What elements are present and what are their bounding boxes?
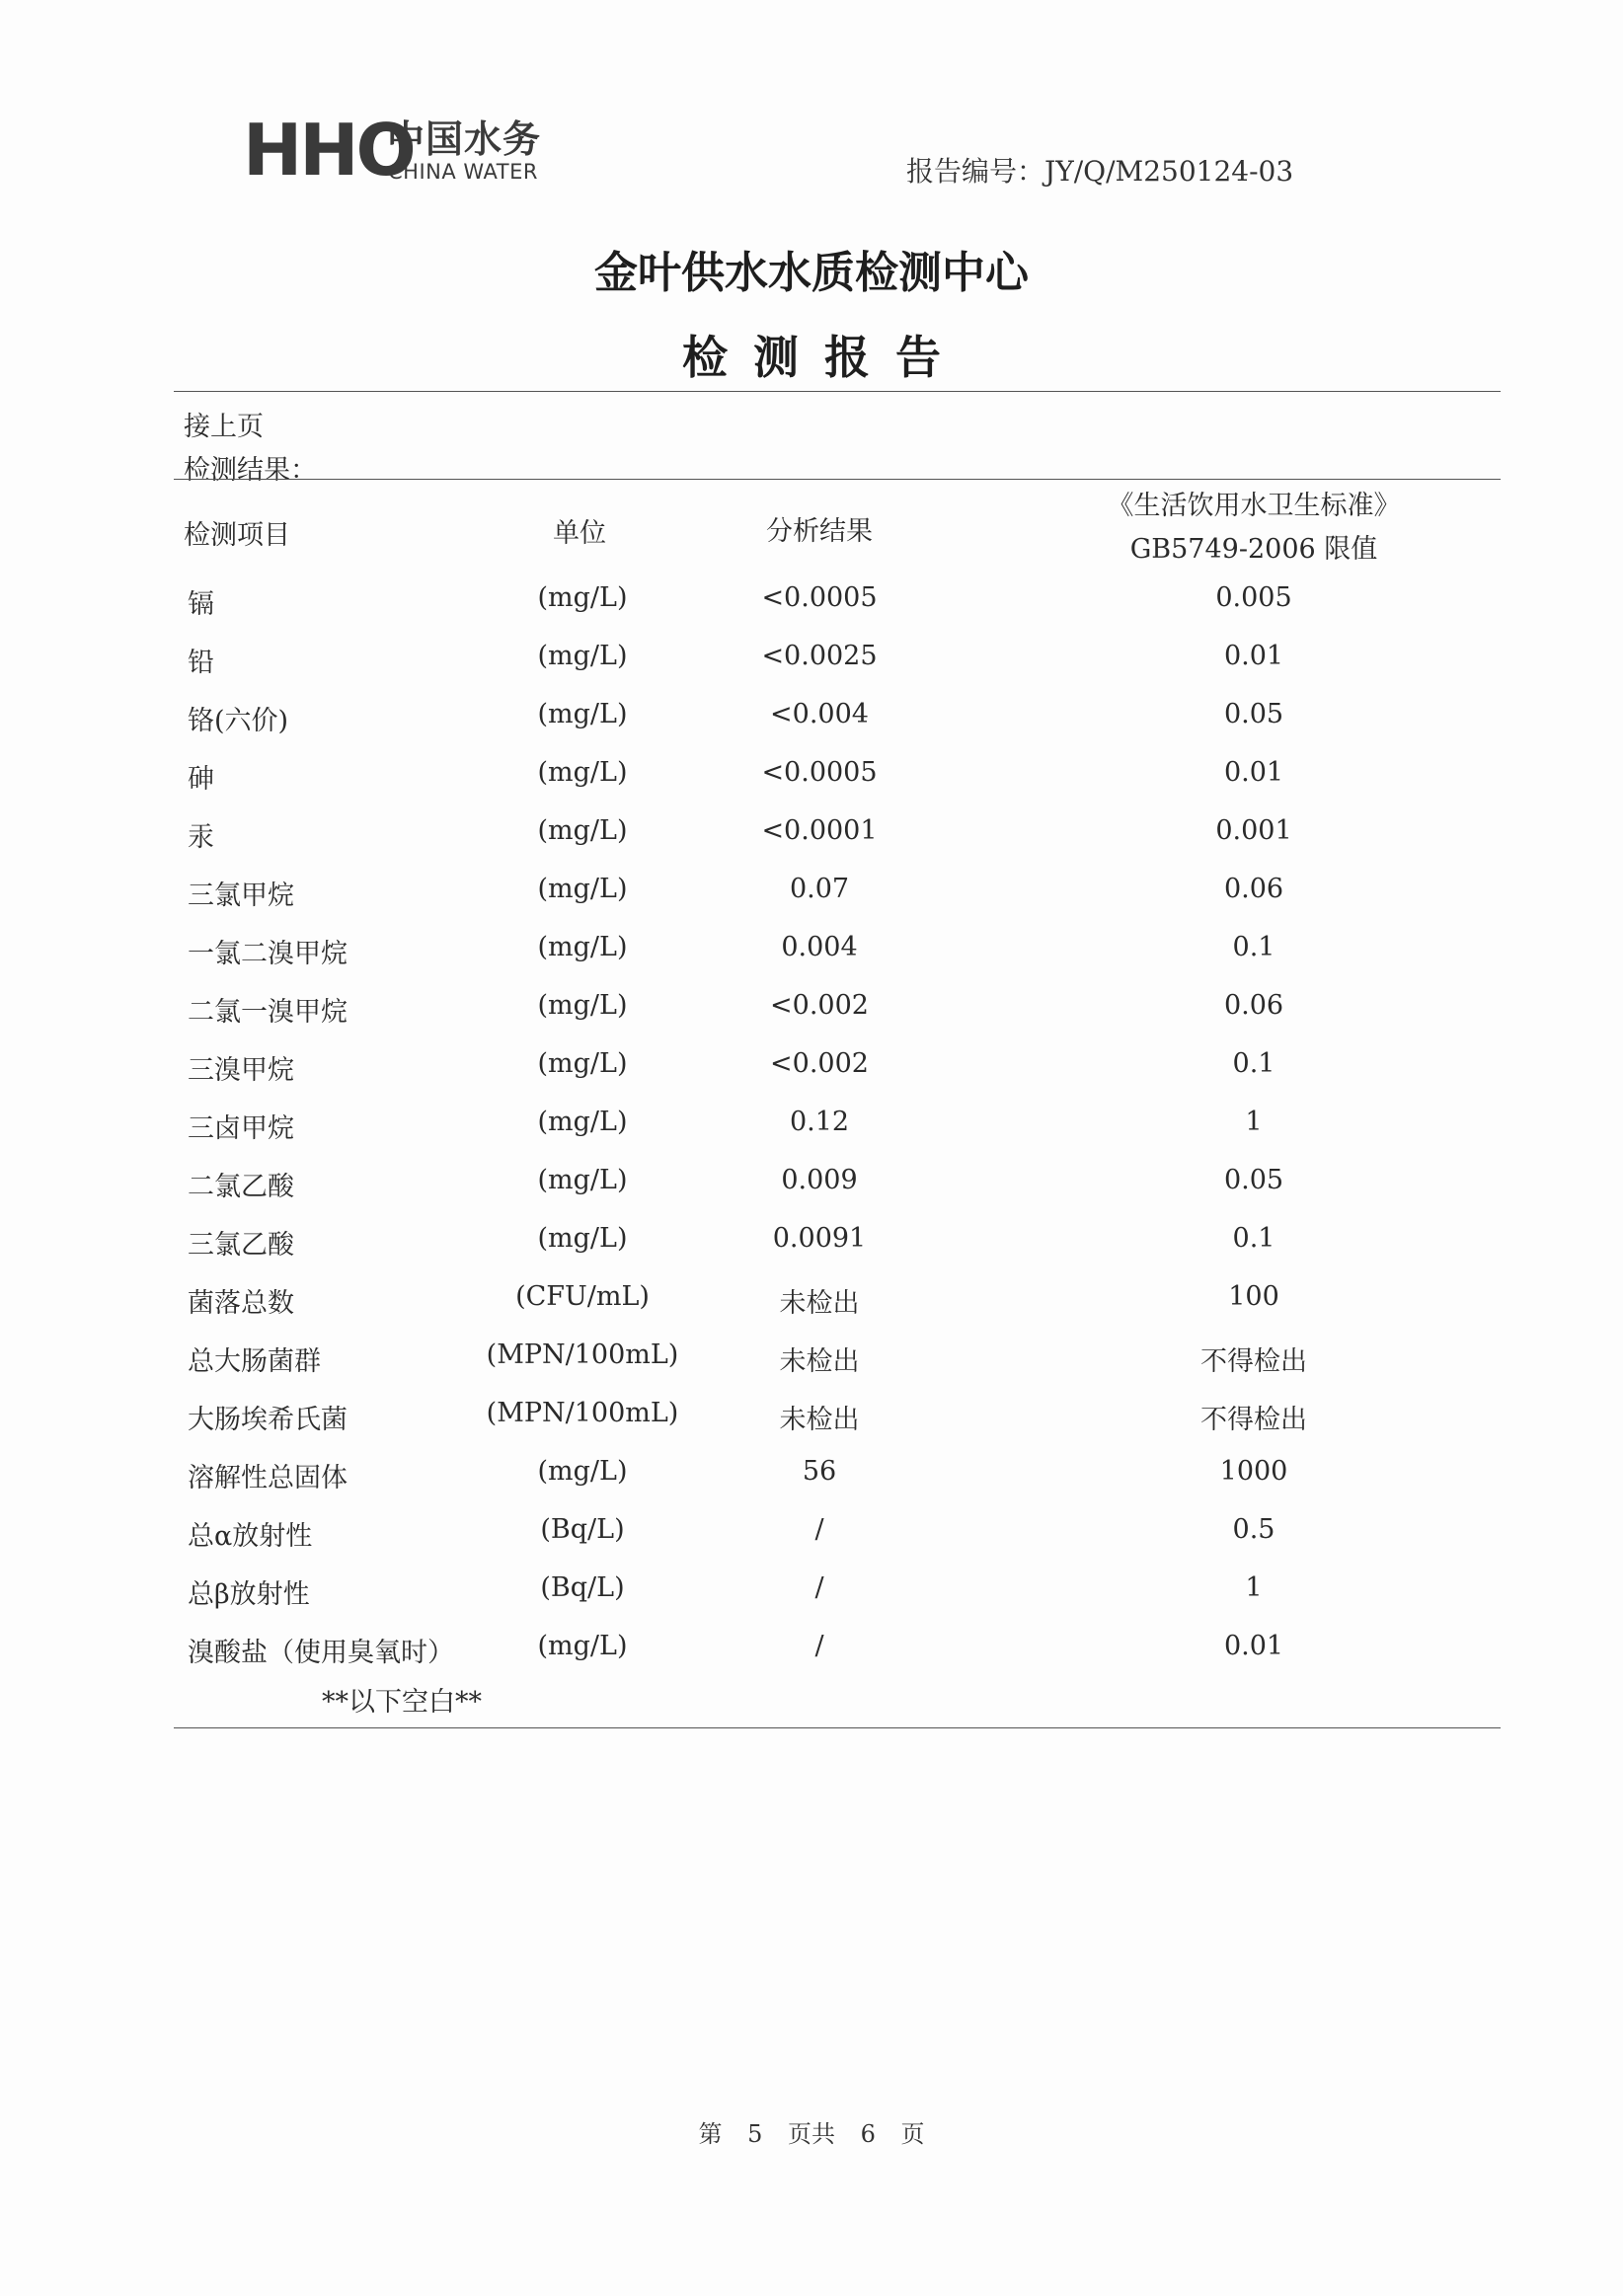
cell-unit: (mg/L) bbox=[537, 1223, 628, 1254]
cell-item: 二氯乙酸 bbox=[188, 1172, 294, 1202]
cell-limit: 0.005 bbox=[1215, 582, 1292, 613]
cell-unit: (mg/L) bbox=[537, 582, 628, 613]
cell-result: 未检出 bbox=[779, 1405, 860, 1435]
cell-limit: 1000 bbox=[1219, 1456, 1288, 1487]
cell-item: 三氯乙酸 bbox=[188, 1230, 294, 1261]
table-row bbox=[0, 1281, 1623, 1331]
cell-item: 汞 bbox=[188, 822, 214, 853]
report-number: 报告编号：JY/Q/M250124-03 bbox=[906, 155, 1294, 188]
cell-unit: (mg/L) bbox=[537, 1165, 628, 1195]
cell-result: 0.07 bbox=[789, 874, 850, 904]
table-row bbox=[0, 1514, 1623, 1564]
cell-item: 总α放射性 bbox=[188, 1521, 313, 1552]
cell-result: <0.0025 bbox=[761, 641, 878, 671]
table-row bbox=[0, 1398, 1623, 1447]
cell-item: 总大肠菌群 bbox=[188, 1346, 321, 1377]
cell-result: <0.004 bbox=[770, 699, 869, 729]
cell-item: 铬(六价) bbox=[188, 706, 289, 736]
cell-limit: 0.01 bbox=[1223, 757, 1284, 788]
cell-result: 0.0091 bbox=[772, 1223, 867, 1254]
logo-mark: HHO bbox=[243, 109, 414, 191]
cell-result: <0.0005 bbox=[761, 757, 878, 788]
cell-item: 镉 bbox=[188, 589, 214, 620]
cell-unit: (mg/L) bbox=[537, 699, 628, 729]
cell-item: 溶解性总固体 bbox=[188, 1463, 348, 1493]
cell-unit: (mg/L) bbox=[537, 1048, 628, 1079]
cell-limit: 0.1 bbox=[1232, 932, 1275, 962]
cell-limit: 0.001 bbox=[1215, 815, 1292, 846]
table-row bbox=[0, 699, 1623, 748]
cell-unit: (mg/L) bbox=[537, 932, 628, 962]
continued-label: 接上页 bbox=[184, 412, 264, 442]
cell-unit: (Bq/L) bbox=[540, 1572, 625, 1603]
bottom-rule bbox=[174, 1727, 1501, 1728]
cell-limit: 0.01 bbox=[1223, 641, 1284, 671]
cell-limit: 0.06 bbox=[1223, 874, 1284, 904]
organization-name: 金叶供水水质检测中心 bbox=[594, 248, 1029, 298]
cell-item: 总β放射性 bbox=[188, 1579, 310, 1610]
cell-limit: 0.5 bbox=[1232, 1514, 1275, 1545]
top-rule bbox=[174, 391, 1501, 392]
cell-limit: 1 bbox=[1245, 1572, 1263, 1603]
table-row bbox=[0, 1572, 1623, 1622]
cell-unit: (mg/L) bbox=[537, 815, 628, 846]
cell-unit: (mg/L) bbox=[537, 1456, 628, 1487]
cell-limit: 100 bbox=[1228, 1281, 1279, 1312]
cell-limit: 1 bbox=[1245, 1107, 1263, 1137]
cell-limit: 0.05 bbox=[1223, 699, 1284, 729]
logo-english-text: CHINA WATER bbox=[388, 160, 538, 184]
cell-unit: (mg/L) bbox=[537, 641, 628, 671]
cell-unit: (mg/L) bbox=[537, 874, 628, 904]
cell-unit: (mg/L) bbox=[537, 990, 628, 1021]
table-row bbox=[0, 1048, 1623, 1098]
cell-unit: (mg/L) bbox=[537, 757, 628, 788]
cell-item: 溴酸盐（使用臭氧时） bbox=[188, 1638, 454, 1668]
cell-unit: (MPN/100mL) bbox=[486, 1339, 679, 1370]
cell-item: 菌落总数 bbox=[188, 1288, 294, 1319]
column-header-item: 检测项目 bbox=[184, 520, 290, 551]
results-label: 检测结果： bbox=[184, 455, 317, 486]
cell-unit: (MPN/100mL) bbox=[486, 1398, 679, 1428]
document-title: 检测报告 bbox=[682, 331, 966, 384]
cell-item: 大肠埃希氏菌 bbox=[188, 1405, 348, 1435]
table-row bbox=[0, 1107, 1623, 1156]
cell-result: <0.0001 bbox=[761, 815, 878, 846]
cell-limit: 不得检出 bbox=[1200, 1346, 1307, 1377]
cell-result: / bbox=[814, 1631, 824, 1661]
column-header-unit: 单位 bbox=[553, 518, 606, 549]
cell-item: 铅 bbox=[188, 648, 214, 678]
logo-chinese-text: 中国水务 bbox=[387, 117, 542, 161]
table-row bbox=[0, 641, 1623, 690]
cell-item: 一氯二溴甲烷 bbox=[188, 939, 348, 969]
cell-limit: 0.1 bbox=[1232, 1048, 1275, 1079]
cell-result: 0.004 bbox=[781, 932, 858, 962]
table-row bbox=[0, 1223, 1623, 1272]
cell-result: / bbox=[814, 1514, 824, 1545]
cell-result: <0.002 bbox=[770, 1048, 869, 1079]
cell-result: <0.002 bbox=[770, 990, 869, 1021]
table-row bbox=[0, 1339, 1623, 1389]
table-row bbox=[0, 1631, 1623, 1680]
cell-item: 三卤甲烷 bbox=[188, 1113, 294, 1144]
table-row bbox=[0, 932, 1623, 981]
blank-below-note: **以下空白** bbox=[322, 1687, 482, 1718]
column-header-standard-limit: GB5749-2006 限值 bbox=[1129, 534, 1378, 565]
cell-limit: 0.05 bbox=[1223, 1165, 1284, 1195]
table-row bbox=[0, 582, 1623, 632]
cell-item: 二氯一溴甲烷 bbox=[188, 997, 348, 1028]
cell-limit: 0.1 bbox=[1232, 1223, 1275, 1254]
table-row bbox=[0, 990, 1623, 1039]
cell-result: 56 bbox=[802, 1456, 837, 1487]
cell-item: 砷 bbox=[188, 764, 214, 795]
page-footer: 第 5 页共 6 页 bbox=[698, 2120, 925, 2148]
column-header-result: 分析结果 bbox=[766, 516, 873, 547]
cell-result: 0.009 bbox=[781, 1165, 858, 1195]
cell-limit: 0.01 bbox=[1223, 1631, 1284, 1661]
column-header-standard: 《生活饮用水卫生标准》 bbox=[1107, 491, 1401, 521]
table-row bbox=[0, 874, 1623, 923]
cell-result: 未检出 bbox=[779, 1346, 860, 1377]
cell-limit: 不得检出 bbox=[1200, 1405, 1307, 1435]
cell-result: 0.12 bbox=[789, 1107, 850, 1137]
cell-item: 三溴甲烷 bbox=[188, 1055, 294, 1086]
cell-item: 三氯甲烷 bbox=[188, 880, 294, 911]
cell-unit: (Bq/L) bbox=[540, 1514, 625, 1545]
cell-result: / bbox=[814, 1572, 824, 1603]
cell-limit: 0.06 bbox=[1223, 990, 1284, 1021]
cell-unit: (mg/L) bbox=[537, 1107, 628, 1137]
table-row bbox=[0, 757, 1623, 806]
table-row bbox=[0, 815, 1623, 865]
cell-result: <0.0005 bbox=[761, 582, 878, 613]
cell-result: 未检出 bbox=[779, 1288, 860, 1319]
cell-unit: (CFU/mL) bbox=[515, 1281, 650, 1312]
table-row bbox=[0, 1456, 1623, 1505]
cell-unit: (mg/L) bbox=[537, 1631, 628, 1661]
header-rule bbox=[174, 479, 1501, 480]
table-row bbox=[0, 1165, 1623, 1214]
